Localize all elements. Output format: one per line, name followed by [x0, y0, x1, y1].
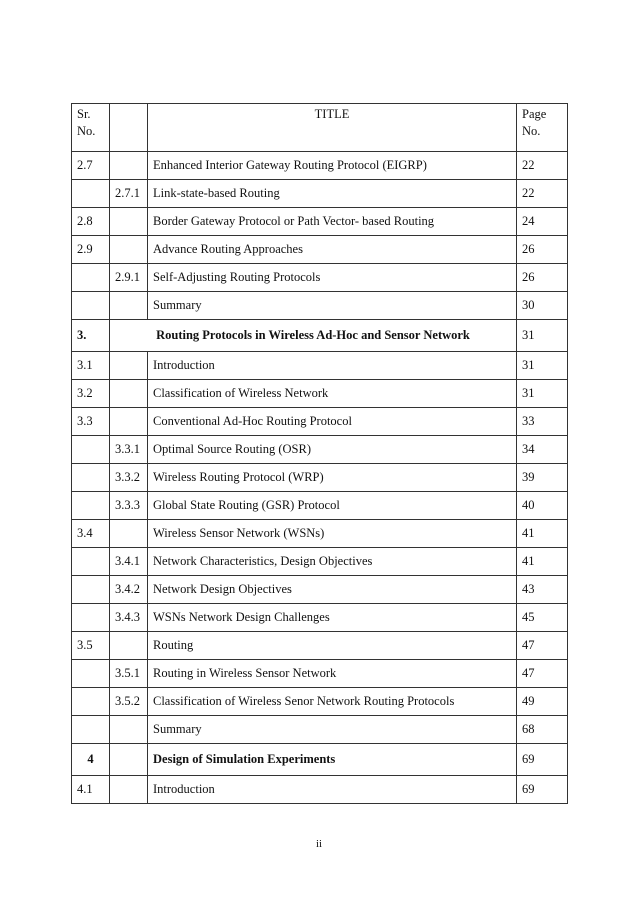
toc-row: [72, 180, 568, 208]
toc-sub: 3.3.3: [110, 492, 148, 520]
toc-page: 68: [517, 716, 568, 744]
toc-row: [72, 688, 568, 716]
toc-row: [72, 464, 568, 492]
toc-row: [72, 716, 568, 744]
toc-chapter-row: [72, 744, 568, 776]
toc-sr: [72, 264, 110, 292]
toc-sr: 3.1: [72, 352, 110, 380]
toc-page: 24: [517, 208, 568, 236]
toc-sub: [110, 716, 148, 744]
toc-title: Classification of Wireless Network: [148, 380, 517, 408]
toc-sr: 2.9: [72, 236, 110, 264]
toc-title: Summary: [148, 716, 517, 744]
toc-page: 47: [517, 660, 568, 688]
toc-title: Border Gateway Protocol or Path Vector- based Routing: [148, 208, 517, 236]
toc-sub: [110, 380, 148, 408]
toc-title: Routing in Wireless Sensor Network: [148, 660, 517, 688]
toc-title: WSNs Network Design Challenges: [148, 604, 517, 632]
toc-sub: [110, 520, 148, 548]
toc-sr: [72, 436, 110, 464]
toc-sr: [72, 492, 110, 520]
page-number: ii: [315, 838, 323, 850]
toc-page: 26: [517, 236, 568, 264]
toc-sub: [110, 744, 148, 776]
toc-row: [72, 492, 568, 520]
toc-sr: 2.7: [72, 152, 110, 180]
toc-page: 49: [517, 688, 568, 716]
toc-sub: [110, 208, 148, 236]
toc-page: 33: [517, 408, 568, 436]
toc-page: 31: [517, 380, 568, 408]
toc-sub: 2.9.1: [110, 264, 148, 292]
table-of-contents: [71, 103, 568, 804]
toc-sub: [110, 776, 148, 804]
toc-sub: [110, 292, 148, 320]
toc-page: 45: [517, 604, 568, 632]
toc-sr: [72, 576, 110, 604]
toc-title: Network Characteristics, Design Objectives: [148, 548, 517, 576]
toc-page: 22: [517, 152, 568, 180]
toc-page: 47: [517, 632, 568, 660]
chapter-number: 4: [72, 744, 110, 776]
toc-sr: 2.8: [72, 208, 110, 236]
toc-sub: 3.3.1: [110, 436, 148, 464]
toc-title: Classification of Wireless Senor Network Routing Protocols: [148, 688, 517, 716]
toc-sr: 3.3: [72, 408, 110, 436]
toc-title: Optimal Source Routing (OSR): [148, 436, 517, 464]
toc-sr: 3.4: [72, 520, 110, 548]
toc-row: [72, 208, 568, 236]
toc-sub: [110, 632, 148, 660]
toc-sr: [72, 292, 110, 320]
toc-page: 34: [517, 436, 568, 464]
toc-sr: [72, 180, 110, 208]
toc-sr: [72, 548, 110, 576]
toc-title: Self-Adjusting Routing Protocols: [148, 264, 517, 292]
toc-title: Network Design Objectives: [148, 576, 517, 604]
toc-row: [72, 520, 568, 548]
toc-title: Wireless Sensor Network (WSNs): [148, 520, 517, 548]
sr-no-header: Sr. No.: [72, 104, 110, 152]
toc-sub: 3.4.3: [110, 604, 148, 632]
toc-title: Link-state-based Routing: [148, 180, 517, 208]
toc-sr: [72, 604, 110, 632]
toc-title: Summary: [148, 292, 517, 320]
toc-page: 69: [517, 776, 568, 804]
toc-sub: 2.7.1: [110, 180, 148, 208]
toc-page: 22: [517, 180, 568, 208]
toc-row: [72, 632, 568, 660]
toc-row: [72, 604, 568, 632]
toc-row: [72, 152, 568, 180]
toc-row: [72, 380, 568, 408]
toc-row: [72, 436, 568, 464]
page-no-header: Page No.: [517, 104, 568, 152]
toc-sr: [72, 688, 110, 716]
toc-title: Enhanced Interior Gateway Routing Protocol (EIGRP): [148, 152, 517, 180]
toc-sub: 3.5.1: [110, 660, 148, 688]
toc-page: 39: [517, 464, 568, 492]
toc-row: [72, 264, 568, 292]
toc-title: Wireless Routing Protocol (WRP): [148, 464, 517, 492]
toc-page: 26: [517, 264, 568, 292]
toc-sr: 3.5: [72, 632, 110, 660]
toc-page: 40: [517, 492, 568, 520]
toc-header-row: [72, 104, 568, 152]
toc-sub: [110, 408, 148, 436]
toc-row: [72, 236, 568, 264]
toc-sr: [72, 716, 110, 744]
toc-page: 31: [517, 352, 568, 380]
toc-chapter-row: [72, 320, 568, 352]
toc-sr: 4.1: [72, 776, 110, 804]
chapter-title: Design of Simulation Experiments: [148, 744, 517, 776]
chapter-page: 31: [517, 320, 568, 352]
toc-sr: [72, 660, 110, 688]
toc-sr: [72, 464, 110, 492]
toc-sub: [110, 352, 148, 380]
toc-page: 41: [517, 520, 568, 548]
toc-sub: 3.4.1: [110, 548, 148, 576]
toc-title: Introduction: [148, 776, 517, 804]
toc-sr: 3.2: [72, 380, 110, 408]
toc-title: Conventional Ad-Hoc Routing Protocol: [148, 408, 517, 436]
toc-title: Routing: [148, 632, 517, 660]
toc-row: [72, 576, 568, 604]
toc-row: [72, 352, 568, 380]
toc-title: Advance Routing Approaches: [148, 236, 517, 264]
toc-row: [72, 660, 568, 688]
toc-row: [72, 548, 568, 576]
chapter-title: Routing Protocols in Wireless Ad-Hoc and Sensor Network: [110, 320, 517, 352]
toc-row: [72, 776, 568, 804]
toc-sub: 3.5.2: [110, 688, 148, 716]
toc-page: 30: [517, 292, 568, 320]
toc-page: 41: [517, 548, 568, 576]
toc-row: [72, 292, 568, 320]
toc-sub: [110, 152, 148, 180]
chapter-number: 3.: [72, 320, 110, 352]
toc-sub: 3.4.2: [110, 576, 148, 604]
toc-sub: [110, 236, 148, 264]
toc-row: [72, 408, 568, 436]
toc-sub: 3.3.2: [110, 464, 148, 492]
toc-title: Global State Routing (GSR) Protocol: [148, 492, 517, 520]
toc-page: 43: [517, 576, 568, 604]
title-header: TITLE: [148, 104, 517, 152]
toc-title: Introduction: [148, 352, 517, 380]
chapter-page: 69: [517, 744, 568, 776]
sub-header-cell: [110, 104, 148, 152]
